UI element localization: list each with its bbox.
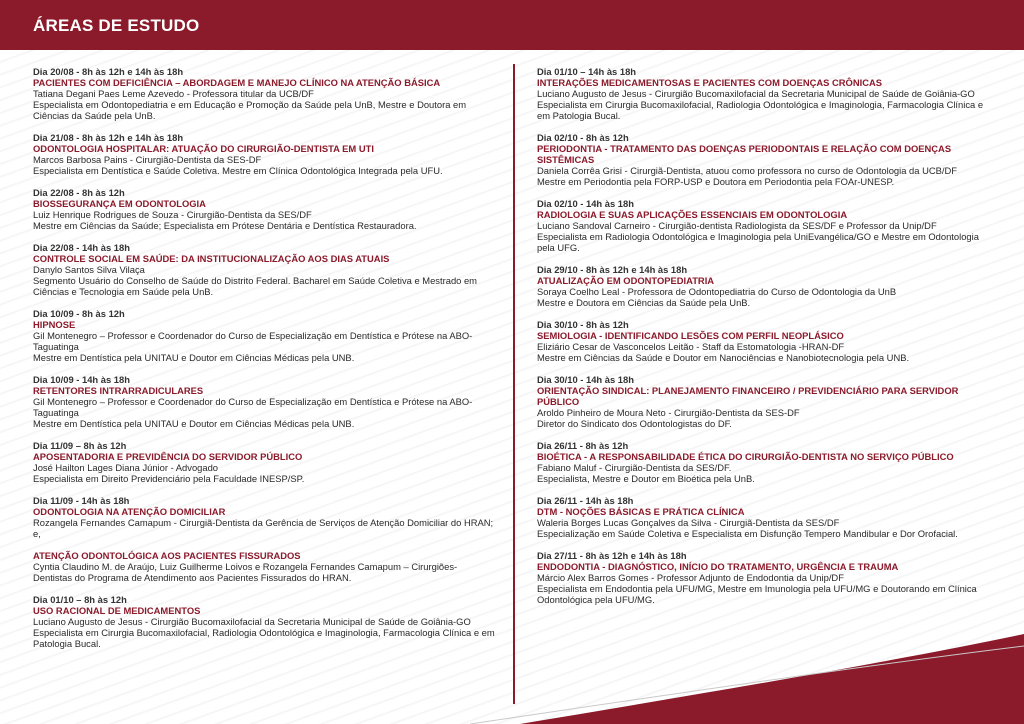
page-title: ÁREAS DE ESTUDO (33, 16, 200, 35)
entry-title: ATENÇÃO ODONTOLÓGICA AOS PACIENTES FISSURADOS (33, 550, 301, 561)
entry-credentials: Mestre em Dentística pela UNITAU e Doutor em Ciências Médicas pela UNB. (33, 352, 355, 363)
entry-title: RADIOLOGIA E SUAS APLICAÇÕES ESSENCIAIS EM ODONTOLOGIA (537, 209, 848, 220)
entry-date: Dia 29/10 - 8h às 12h e 14h às 18h (537, 264, 688, 275)
schedule-entry (33, 550, 495, 583)
entry-credentials: Mestre em Ciências da Saúde; Especialista em Prótese Dentária e Dentística Restauradora. (33, 220, 417, 231)
left-column (33, 66, 495, 660)
entry-credentials: Mestre e Doutora em Ciências da Saúde pela UnB. (537, 297, 751, 308)
entry-credentials: Segmento Usuário do Conselho de Saúde do Distrito Federal. Bacharel em Saúde Coletiva e Mestrado em Ciências e Tecnologia em Saúde pela UnB. (33, 275, 477, 297)
entry-title: PACIENTES COM DEFICIÊNCIA – ABORDAGEM E MANEJO CLÍNICO NA ATENÇÃO BÁSICA (33, 77, 441, 88)
entry-credentials: Mestre em Ciências da Saúde e Doutor em Nanociências e Nanobiotecnologia pela UNB. (537, 352, 910, 363)
header-banner (0, 0, 1024, 50)
schedule-entry (33, 440, 495, 484)
entry-title: PERIODONTIA - TRATAMENTO DAS DOENÇAS PERIODONTAIS E RELAÇÃO COM DOENÇAS SISTÊMICAS (537, 143, 952, 165)
entry-speaker: Márcio Alex Barros Gomes - Professor Adjunto de Endodontia da Unip/DF (537, 572, 844, 583)
entry-date: Dia 11/09 – 8h às 12h (33, 440, 127, 451)
entry-date: Dia 11/09 - 14h às 18h (33, 495, 130, 506)
schedule-entry (537, 440, 997, 484)
entry-speaker: Tatiana Degani Paes Leme Azevedo - Professora titular da UCB/DF (33, 88, 314, 99)
entry-title: BIOSSEGURANÇA EM ODONTOLOGIA (33, 198, 206, 209)
entry-speaker: Gil Montenegro – Professor e Coordenador do Curso de Especialização em Dentística e Prótese na ABO-Taguatinga (33, 396, 473, 418)
schedule-entry (537, 264, 997, 308)
entry-speaker: Danylo Santos Silva Vilaça (33, 264, 145, 275)
entry-date: Dia 27/11 - 8h às 12h e 14h às 18h (537, 550, 687, 561)
entry-credentials: Especialista em Odontopediatria e em Educação e Promoção da Saúde pela UnB, Mestre e Doutora em Ciências da Saúde pela UnB. (33, 99, 467, 121)
entry-credentials: Especialista em Dentística e Saúde Coletiva. Mestre em Clínica Odontológica Integrada pela UFU. (33, 165, 443, 176)
entry-date: Dia 01/10 – 14h às 18h (537, 66, 637, 77)
entry-speaker: Fabiano Maluf - Cirurgião-Dentista da SES/DF. (537, 462, 732, 473)
entry-credentials: Especialista em Endodontia pela UFU/MG, Mestre em Imunologia pela UFU/MG e Doutorando em Clínica Odontológica pela UFU/MG. (537, 583, 977, 605)
schedule-entry (537, 66, 997, 121)
entry-speaker: Marcos Barbosa Pains - Cirurgião-Dentista da SES-DF (33, 154, 262, 165)
entry-date: Dia 21/08 - 8h às 12h e 14h às 18h (33, 132, 184, 143)
entry-date: Dia 30/10 - 8h às 12h (537, 319, 629, 330)
entry-date: Dia 26/11 - 8h às 12h (537, 440, 629, 451)
entry-title: HIPNOSE (33, 319, 76, 330)
entry-title: APOSENTADORIA E PREVIDÊNCIA DO SERVIDOR PÚBLICO (33, 451, 303, 462)
entry-credentials: Mestre em Dentística pela UNITAU e Doutor em Ciências Médicas pela UNB. (33, 418, 355, 429)
schedule-entry (33, 187, 495, 231)
entry-speaker: Gil Montenegro – Professor e Coordenador do Curso de Especialização em Dentística e Prótese na ABO-Taguatinga (33, 330, 473, 352)
entry-title: ODONTOLOGIA HOSPITALAR: ATUAÇÃO DO CIRURGIÃO-DENTISTA EM UTI (33, 143, 374, 154)
schedule-entry (537, 132, 997, 187)
right-column (537, 66, 997, 616)
entry-speaker: Luiz Henrique Rodrigues de Souza - Cirurgião-Dentista da SES/DF (33, 209, 312, 220)
schedule-entry (33, 132, 495, 176)
entry-speaker: Waleria Borges Lucas Gonçalves da Silva - Cirurgiã-Dentista da SES/DF (537, 517, 840, 528)
entry-date: Dia 10/09 - 14h às 18h (33, 374, 130, 385)
schedule-entry (33, 374, 495, 429)
entry-date: Dia 02/10 - 14h às 18h (537, 198, 634, 209)
entry-speaker: Luciano Sandoval Carneiro - Cirurgião-dentista Radiologista da SES/DF e Professor da Unip/DF (537, 220, 937, 231)
entry-speaker: Aroldo Pinheiro de Moura Neto - Cirurgião-Dentista da SES-DF (537, 407, 800, 418)
schedule-entry (537, 198, 997, 253)
entry-speaker: José Hailton Lages Diana Júnior - Advogado (33, 462, 219, 473)
entry-speaker: Soraya Coelho Leal - Professora de Odontopediatria do Curso de Odontologia da UnB (537, 286, 897, 297)
entry-credentials: Diretor do Sindicato dos Odontologistas do DF. (537, 418, 732, 429)
schedule-entry (33, 242, 495, 297)
entry-title: RETENTORES INTRARRADICULARES (33, 385, 204, 396)
entry-credentials: Especialização em Saúde Coletiva e Especialista em Disfunção Tempero Mandibular e Dor Orofacial. (537, 528, 958, 539)
column-divider (513, 64, 515, 704)
entry-title: SEMIOLOGIA - IDENTIFICANDO LESÕES COM PERFIL NEOPLÁSICO (537, 330, 844, 341)
entry-credentials: Especialista em Cirurgia Bucomaxilofacial, Radiologia Odontológica e Imaginologia, Farmacologia Clínica e em Patologia Bucal. (537, 99, 984, 121)
entry-title: ODONTOLOGIA NA ATENÇÃO DOMICILIAR (33, 506, 226, 517)
schedule-entry (33, 308, 495, 363)
entry-speaker: Rozangela Fernandes Camapum - Cirurgiã-Dentista da Gerência de Serviços de Atenção Domiciliar do HRAN; e, (33, 517, 494, 539)
schedule-entry (33, 66, 495, 121)
entry-credentials: Especialista em Direito Previdenciário pela Faculdade INESP/SP. (33, 473, 305, 484)
entry-date: Dia 30/10 - 14h às 18h (537, 374, 634, 385)
entry-title: USO RACIONAL DE MEDICAMENTOS (33, 605, 201, 616)
entry-speaker: Luciano Augusto de Jesus - Cirurgião Bucomaxilofacial da Secretaria Municipal de Saúde de Goiânia-GO (33, 616, 471, 627)
entry-credentials: Especialista, Mestre e Doutor em Bioética pela UnB. (537, 473, 755, 484)
entry-date: Dia 02/10 - 8h às 12h (537, 132, 629, 143)
entry-title: ATUALIZAÇÃO EM ODONTOPEDIATRIA (537, 275, 715, 286)
schedule-entry (537, 550, 997, 605)
entry-speaker: Luciano Augusto de Jesus - Cirurgião Bucomaxilofacial da Secretaria Municipal de Saúde de Goiânia-GO (537, 88, 975, 99)
schedule-entry (537, 319, 997, 363)
entry-credentials: Especialista em Cirurgia Bucomaxilofacial, Radiologia Odontológica e Imaginologia, Farmacologia Clínica e em Patologia Bucal. (33, 627, 495, 649)
entry-date: Dia 10/09 - 8h às 12h (33, 308, 125, 319)
entry-credentials: Especialista em Radiologia Odontológica e Imaginologia pela UniEvangélica/GO e Mestre em Odontologia pela UFG. (537, 231, 979, 253)
entry-title: INTERAÇÕES MEDICAMENTOSAS E PACIENTES COM DOENÇAS CRÔNICAS (537, 77, 882, 88)
schedule-entry (33, 594, 495, 649)
entry-speaker: Eliziário Cesar de Vasconcelos Leitão - Staff da Estomatologia -HRAN-DF (537, 341, 845, 352)
schedule-entry (537, 495, 997, 539)
entry-credentials: Mestre em Periodontia pela FORP-USP e Doutora em Periodontia pela FOAr-UNESP. (537, 176, 895, 187)
entry-title: BIOÉTICA - A RESPONSABILIDADE ÉTICA DO CIRURGIÃO-DENTISTA NO SERVIÇO PÚBLICO (537, 451, 954, 462)
entry-title: CONTROLE SOCIAL EM SAÚDE: DA INSTITUCIONALIZAÇÃO AOS DIAS ATUAIS (33, 253, 390, 264)
entry-title: ENDODONTIA - DIAGNÓSTICO, INÍCIO DO TRATAMENTO, URGÊNCIA E TRAUMA (537, 561, 899, 572)
entry-date: Dia 26/11 - 14h às 18h (537, 495, 634, 506)
entry-title: DTM - NOÇÕES BÁSICAS E PRÁTICA CLÍNICA (537, 506, 745, 517)
entry-date: Dia 20/08 - 8h às 12h e 14h às 18h (33, 66, 184, 77)
entry-speaker: Cyntia Claudino M. de Araújo, Luiz Guilherme Loivos e Rozangela Fernandes Camapum – Cirurgiões-Dentistas do Programa de Atendimento aos Pacientes Fissurados do HRAN. (33, 561, 458, 583)
entry-date: Dia 22/08 - 14h às 18h (33, 242, 130, 253)
entry-date: Dia 22/08 - 8h às 12h (33, 187, 125, 198)
schedule-entry (537, 374, 997, 429)
entry-speaker: Daniela Corrêa Grisi - Cirurgiã-Dentista, atuou como professora no curso de Odontologia da UCB/DF (537, 165, 957, 176)
schedule-entry (33, 495, 495, 539)
entry-date: Dia 01/10 – 8h às 12h (33, 594, 127, 605)
entry-title: ORIENTAÇÃO SINDICAL: PLANEJAMENTO FINANCEIRO / PREVIDENCIÁRIO PARA SERVIDOR PÚBLICO (537, 385, 959, 407)
